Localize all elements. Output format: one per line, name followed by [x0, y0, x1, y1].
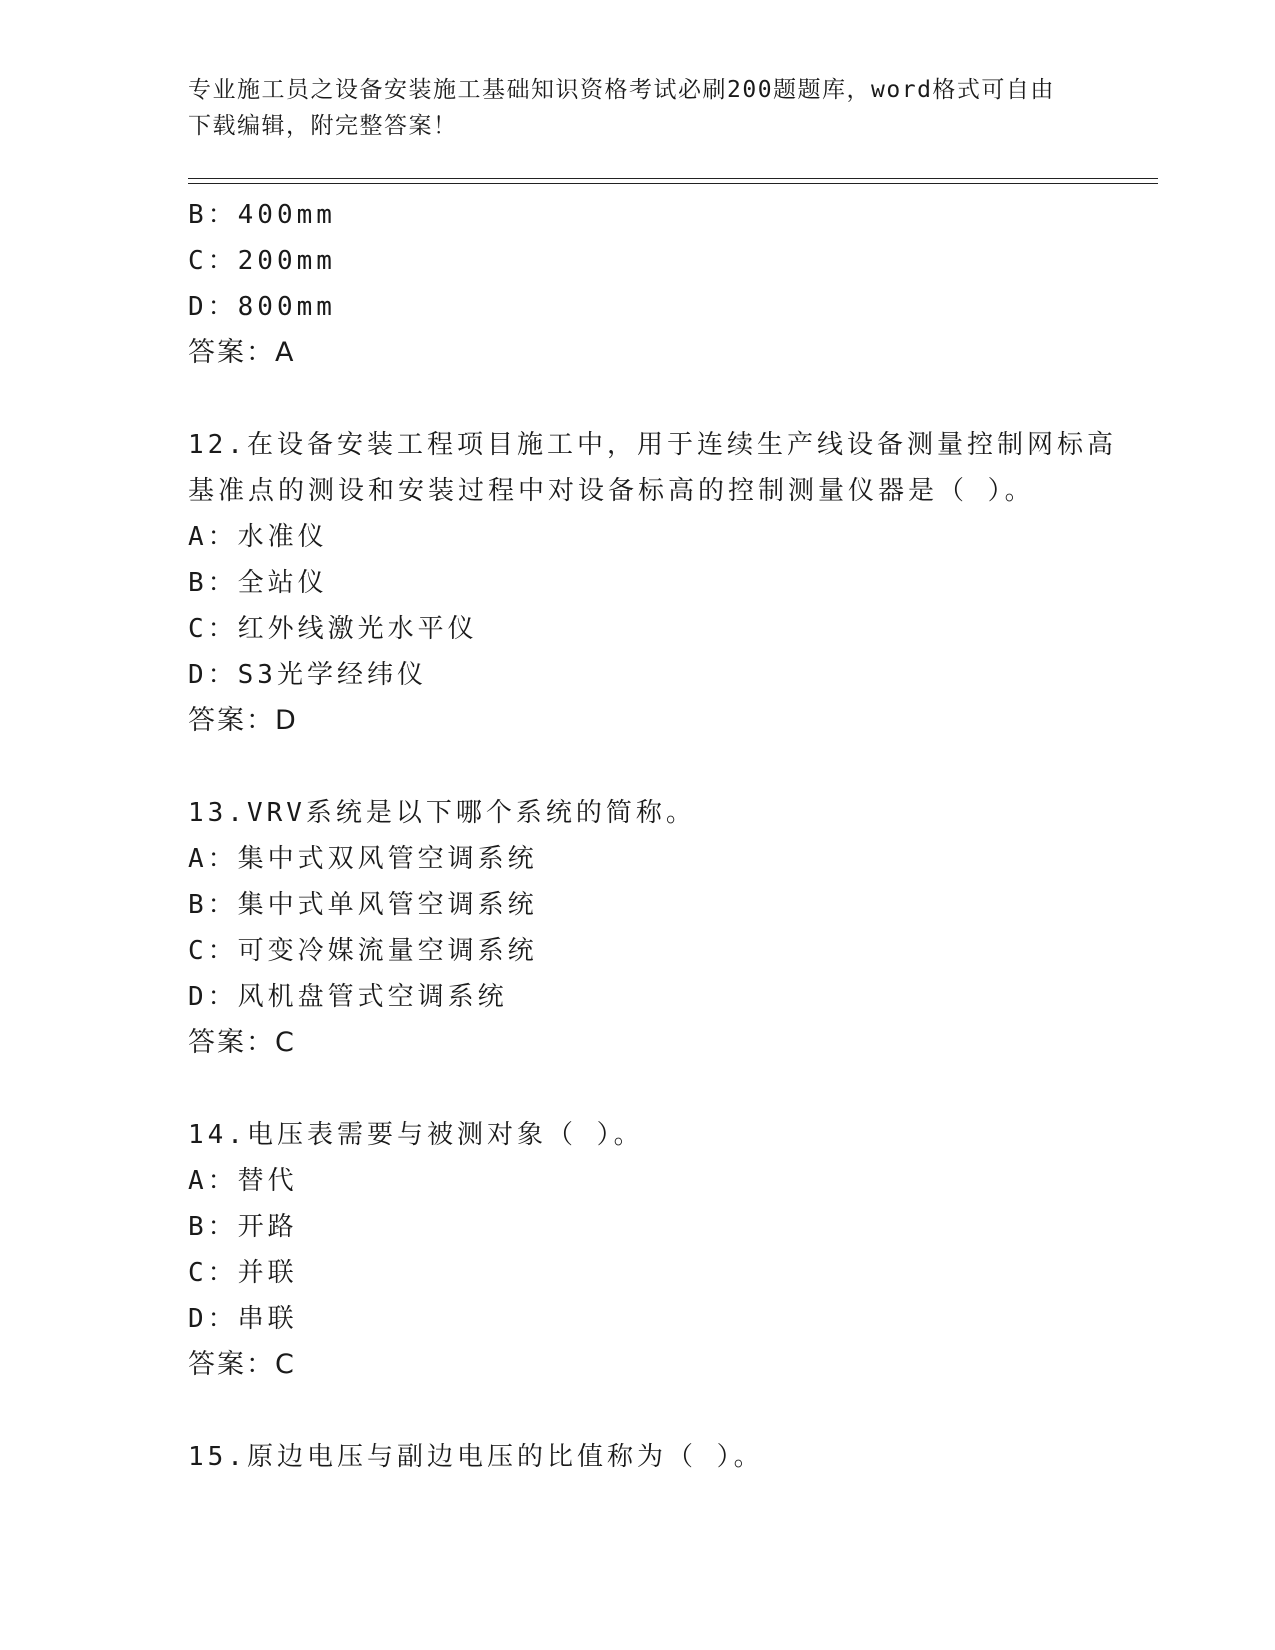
question-15 [188, 1434, 1088, 1480]
question-12 [188, 422, 1117, 744]
spacer [188, 1388, 1088, 1434]
option-c: C：可变冷媒流量空调系统 [188, 936, 538, 966]
header-divider-top [188, 178, 1158, 179]
answer-line: 答案：C [188, 1349, 296, 1380]
header-line-1: 专业施工员之设备安装施工基础知识资格考试必刷200题题库，word格式可自由 [188, 77, 1055, 103]
spacer [188, 1066, 1088, 1112]
header-divider-bottom [188, 183, 1158, 184]
option-d: D：S3光学经纬仪 [188, 660, 427, 690]
option-d: D：风机盘管式空调系统 [188, 982, 508, 1012]
question-11-tail [188, 192, 1088, 376]
option-b: B：集中式单风管空调系统 [188, 890, 538, 920]
option-b: B：400mm [188, 200, 336, 230]
question-stem: 15.原边电压与副边电压的比值称为（ ）。 [188, 1442, 764, 1472]
spacer [188, 744, 1088, 790]
document-header [188, 72, 1088, 144]
option-a: A：替代 [188, 1166, 298, 1196]
answer-line: 答案：A [188, 337, 296, 368]
option-c: C：200mm [188, 246, 336, 276]
option-a: A：水准仪 [188, 522, 328, 552]
option-a: A：集中式双风管空调系统 [188, 844, 538, 874]
answer-line: 答案：C [188, 1027, 296, 1058]
option-b: B：全站仪 [188, 568, 328, 598]
option-d: D：800mm [188, 292, 336, 322]
question-13 [188, 790, 1088, 1066]
question-stem: 14.电压表需要与被测对象（ ）。 [188, 1120, 644, 1150]
question-14 [188, 1112, 1088, 1388]
question-stem: 12.在设备安装工程项目施工中，用于连续生产线设备测量控制网标高 [188, 430, 1117, 460]
question-stem-continued: 基准点的测设和安装过程中对设备标高的控制测量仪器是（ ）。 [188, 476, 1035, 506]
header-line-2: 下载编辑，附完整答案！ [188, 113, 458, 139]
option-c: C：并联 [188, 1258, 298, 1288]
option-d: D：串联 [188, 1304, 298, 1334]
option-b: B：开路 [188, 1212, 298, 1242]
spacer [188, 376, 1088, 422]
option-c: C：红外线激光水平仪 [188, 614, 478, 644]
document-body [188, 192, 1117, 1480]
answer-line: 答案：D [188, 705, 298, 736]
question-stem: 13.VRV系统是以下哪个系统的简称。 [188, 798, 696, 828]
